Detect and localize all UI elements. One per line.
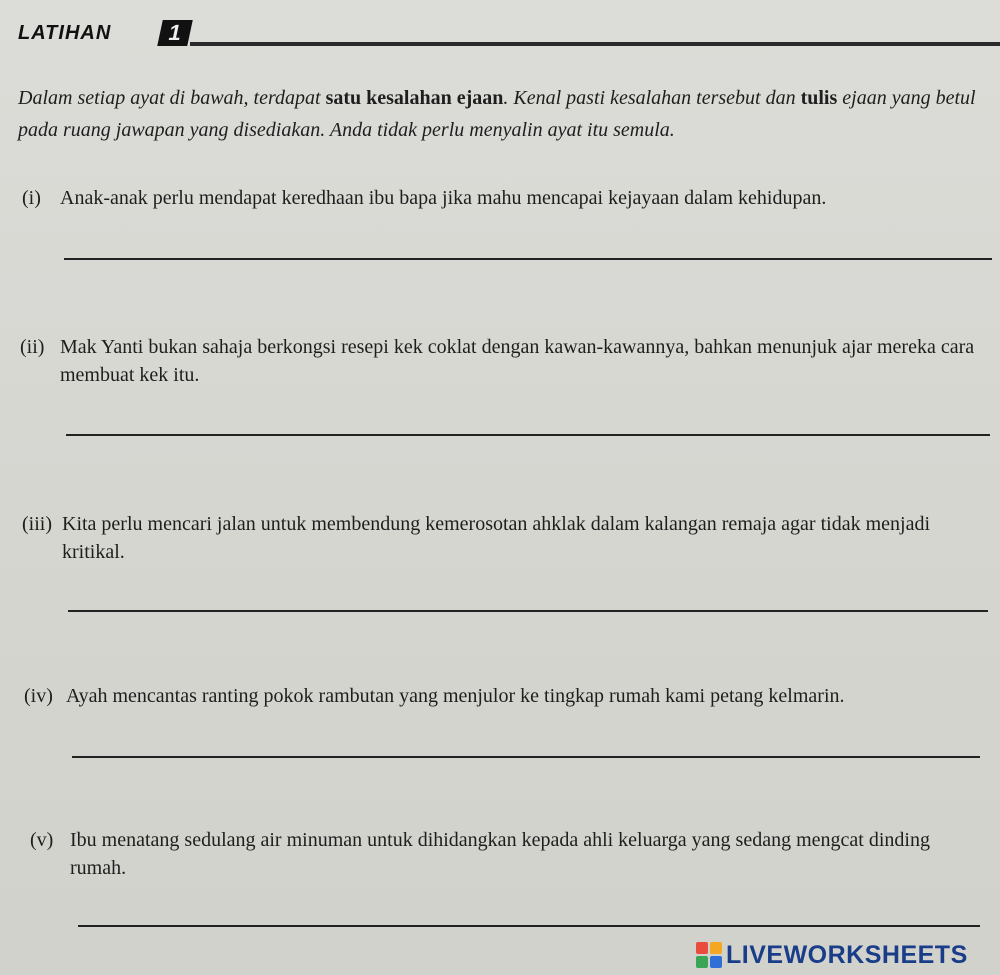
- question-5: [30, 826, 985, 882]
- question-2: [20, 333, 990, 389]
- header-divider: [190, 42, 1000, 46]
- answer-line-4[interactable]: [72, 756, 980, 758]
- instructions: [18, 82, 983, 146]
- exercise-title: LATIHAN: [18, 22, 112, 44]
- question-number: (ii): [20, 336, 45, 358]
- answer-line-2[interactable]: [66, 434, 990, 436]
- logo-square-blue: [710, 956, 722, 968]
- watermark-text: LIVEWORKSHEETS: [726, 940, 968, 969]
- answer-line-3[interactable]: [68, 610, 988, 612]
- logo-square-red: [696, 942, 708, 954]
- question-text: Mak Yanti bukan sahaja berkongsi resepi kek coklat dengan kawan-kawannya, bahkan menunjuk ajar mereka cara membuat kek itu.: [60, 336, 975, 386]
- exercise-header: [18, 18, 1000, 54]
- instructions-bold-2: tulis: [800, 87, 838, 109]
- answer-line-5[interactable]: [78, 925, 980, 927]
- question-number: (iii): [22, 513, 52, 535]
- question-4: [24, 682, 989, 710]
- question-text: Ayah mencantas ranting pokok rambutan yang menjulor ke tingkap rumah kami petang kelmarin.: [66, 685, 845, 707]
- liveworksheets-logo-icon: [696, 942, 722, 968]
- question-3: [22, 510, 988, 566]
- instructions-text-3: ejaan yang betul pada ruang jawapan yang disediakan. Anda tidak perlu menyalin ayat itu semula.: [18, 87, 976, 141]
- instructions-text-2: . Kenal pasti kesalahan tersebut dan: [503, 87, 801, 109]
- question-number: (i): [22, 187, 41, 209]
- question-text: Ibu menatang sedulang air minuman untuk dihidangkan kepada ahli keluarga yang sedang mengcat dinding rumah.: [70, 829, 930, 879]
- exercise-number-badge: 1: [157, 20, 193, 46]
- logo-square-orange: [710, 942, 722, 954]
- liveworksheets-watermark: [696, 938, 968, 972]
- answer-line-1[interactable]: [64, 258, 992, 260]
- instructions-bold-1: satu kesalahan ejaan: [325, 87, 504, 109]
- question-number: (iv): [24, 685, 53, 707]
- question-1: [22, 184, 982, 212]
- question-text: Kita perlu mencari jalan untuk membendung kemerosotan ahklak dalam kalangan remaja agar tidak menjadi kritikal.: [62, 513, 931, 563]
- question-number: (v): [30, 829, 54, 851]
- logo-square-green: [696, 956, 708, 968]
- question-text: Anak-anak perlu mendapat keredhaan ibu bapa jika mahu mencapai kejayaan dalam kehidupan.: [60, 187, 827, 209]
- instructions-text-1: Dalam setiap ayat di bawah, terdapat: [18, 87, 326, 109]
